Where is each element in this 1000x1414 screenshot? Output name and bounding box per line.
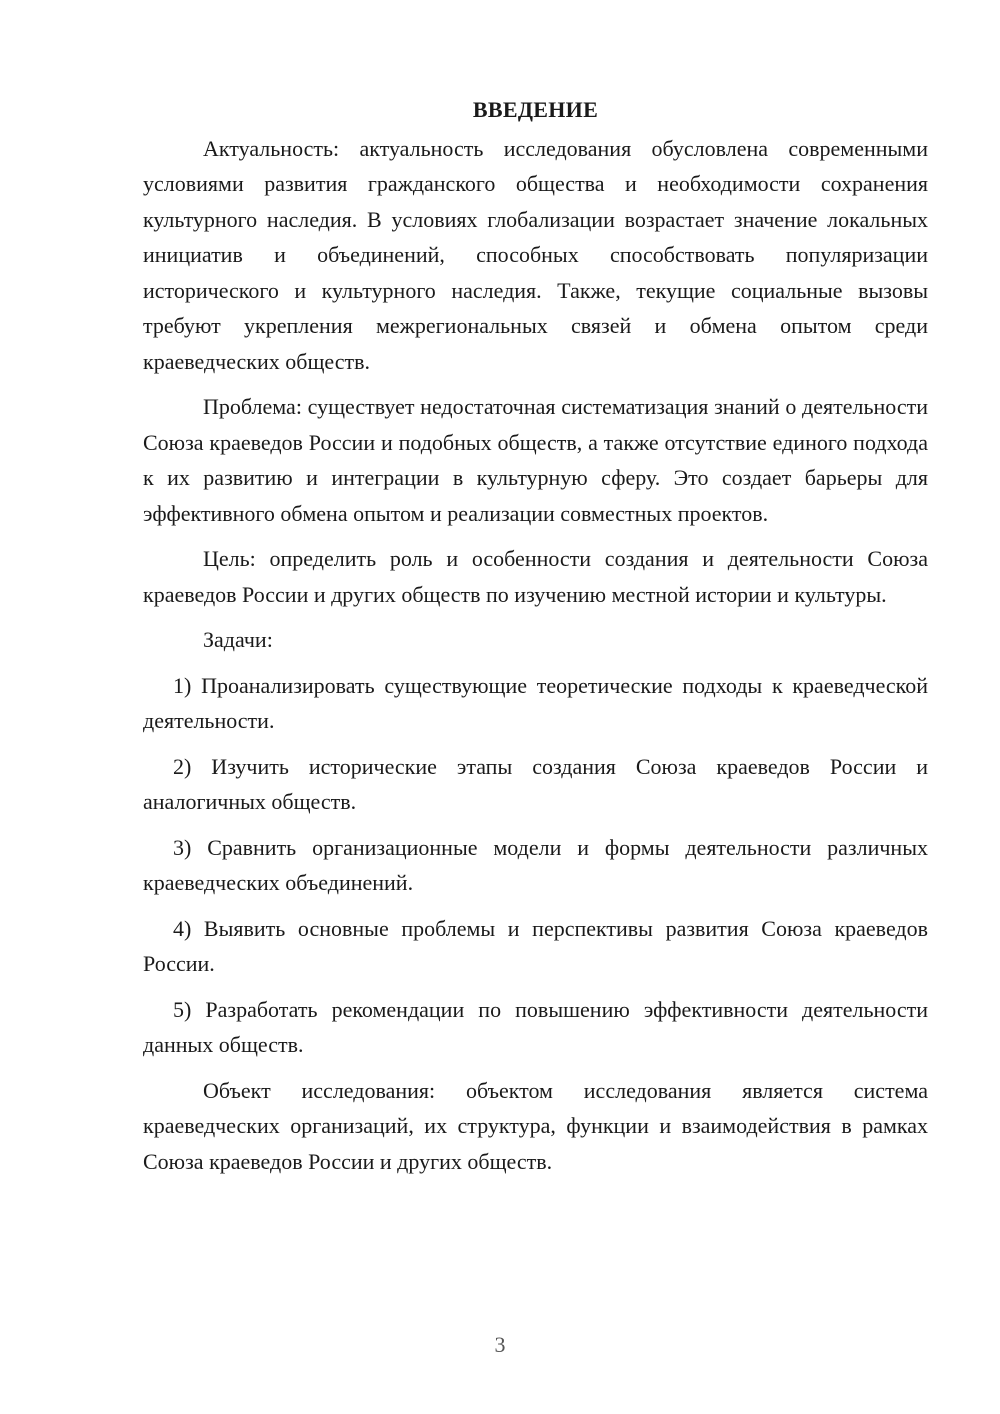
paragraph-object: Объект исследования: объектом исследования является система краеведческих организаций, их структура, функции и взаимодействия в рамках Союза краеведов России и других обществ. xyxy=(143,1077,928,1174)
paragraph-goal: Цель: определить роль и особенности создания и деятельности Союза краеведов России и других обществ по изучению местной истории и культуры. xyxy=(143,546,928,607)
paragraph-problem: Проблема: существует недостаточная систематизация знаний о деятельности Союза краеведов России и подобных обществ, а также отсутствие единого подхода к их развитию и интеграции в культурную сферу. Это создает барьеры для эффективного обмена опытом и реализации совместных проектов. xyxy=(143,394,928,526)
page-number: 3 xyxy=(494,1332,506,1357)
section-title: ВВЕДЕНИЕ xyxy=(472,97,599,122)
paragraph-actuality: Актуальность: актуальность исследования обусловлена современными условиями развития гражданского общества и необходимости сохранения культурного наследия. В условиях глобализации возрастает значение локальных инициатив и объединений, способных способствовать популяризации исторического и культурного наследия. Также, текущие социальные вызовы требуют укрепления межрегиональных связей и обмена опытом среди краеведческих обществ. xyxy=(143,135,928,374)
tasks-heading: Задачи: xyxy=(203,627,273,652)
task-item-5: 5) Разработать рекомендации по повышению эффективности деятельности данных обществ. xyxy=(143,996,928,1057)
task-item-1: 1) Проанализировать существующие теоретические подходы к краеведческой деятельности. xyxy=(143,672,928,733)
document-page xyxy=(143,92,928,1179)
task-item-4: 4) Выявить основные проблемы и перспективы развития Союза краеведов России. xyxy=(143,915,928,976)
task-item-2: 2) Изучить исторические этапы создания Союза краеведов России и аналогичных обществ. xyxy=(143,753,928,814)
task-item-3: 3) Сравнить организационные модели и формы деятельности различных краеведческих объединений. xyxy=(143,834,928,895)
